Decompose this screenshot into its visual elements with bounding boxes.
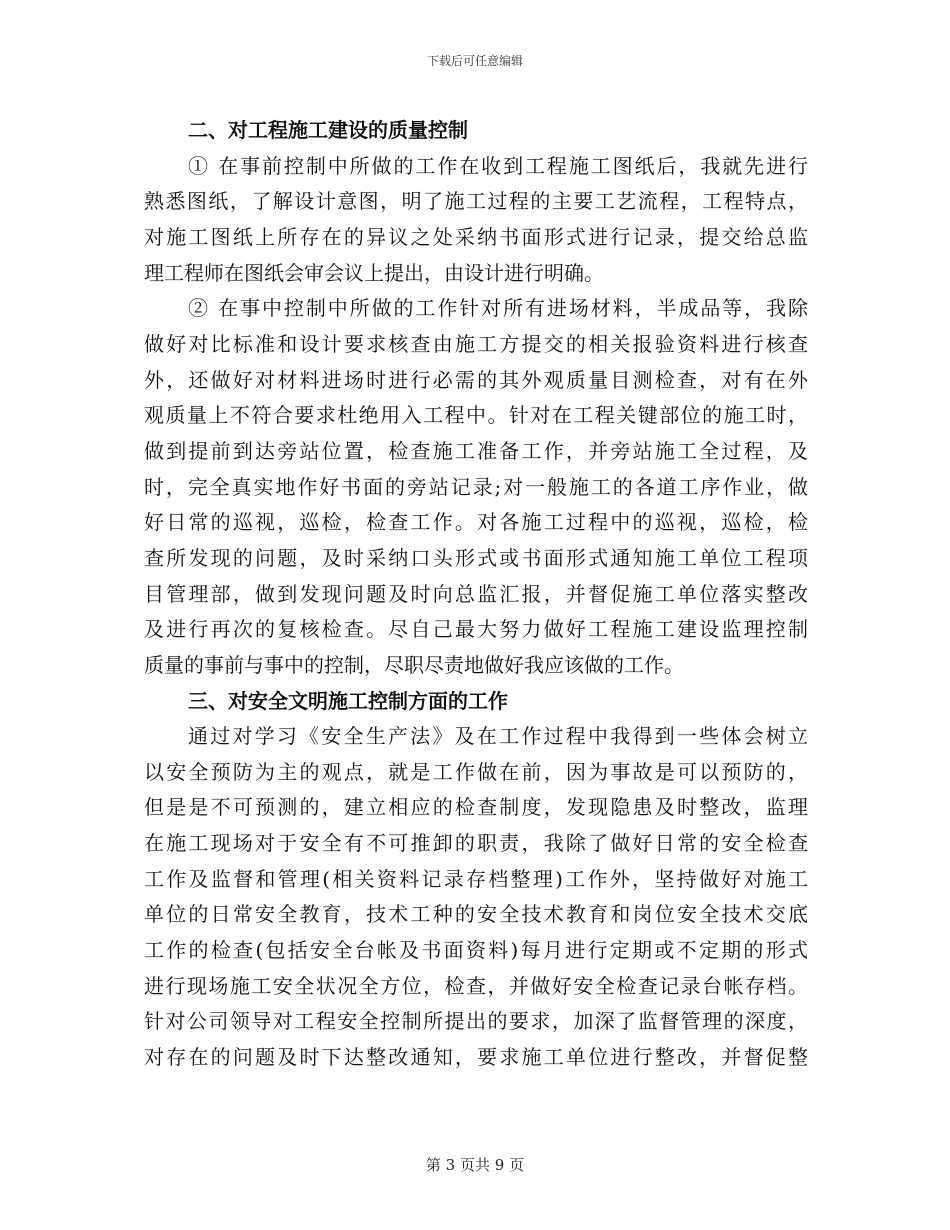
paragraph-line: 做好对比标准和设计要求核查由施工方提交的相关报验资料进行核查 [144,331,808,356]
page-footer: 第 3 页共 9 页 [425,1156,525,1174]
paragraph-line: 理工程师在图纸会审会议上提出，由设计进行明确。 [144,260,604,285]
paragraph-line: ① 在事前控制中所做的工作在收到工程施工图纸后，我就先进行 [188,153,808,178]
paragraph-line: 以安全预防为主的观点，就是工作做在前，因为事故是可以预防的， [144,759,808,784]
paragraph-line: 质量的事前与事中的控制，尽职尽责地做好我应该做的工作。 [144,652,684,677]
paragraph-line: 但是是不可预测的，建立相应的检查制度，发现隐患及时整改，监理 [144,795,808,820]
paragraph-line: 外，还做好对材料进场时进行必需的其外观质量目测检查，对有在外 [144,367,808,392]
paragraph-line: 单位的日常安全教育，技术工种的安全技术教育和岗位安全技术交底 [144,902,808,927]
paragraph-line: 对存在的问题及时下达整改通知，要求施工单位进行整改，并督促整 [144,1045,808,1070]
paragraph-line: 工作的检查(包括安全台帐及书面资料)每月进行定期或不定期的形式 [144,938,808,963]
section-heading: 三、对安全文明施工控制方面的工作 [188,688,508,713]
paragraph-line: 在施工现场对于安全有不可推卸的职责，我除了做好日常的安全检查 [144,831,808,856]
document-body [144,113,808,1076]
paragraph-line: 目管理部，做到发现问题及时向总监汇报，并督促施工单位落实整改 [144,581,808,606]
paragraph-line: 进行现场施工安全状况全方位，检查，并做好安全检查记录台帐存档。 [144,973,808,998]
paragraph-line: 工作及监督和管理(相关资料记录存档整理)工作外，坚持做好对施工 [144,866,808,891]
paragraph-line: 通过对学习《安全生产法》及在工作过程中我得到一些体会树立 [188,724,808,749]
paragraph-line: 及进行再次的复核检查。尽自己最大努力做好工程施工建设监理控制 [144,617,808,642]
paragraph-line: 观质量上不符合要求杜绝用入工程中。针对在工程关键部位的施工时， [144,403,808,428]
paragraph-line: 好日常的巡视，巡检，检查工作。对各施工过程中的巡视，巡检，检 [144,510,808,535]
paragraph-line: 时，完全真实地作好书面的旁站记录;对一般施工的各道工序作业，做 [144,474,808,499]
paragraph-line: 做到提前到达旁站位置，检查施工准备工作，并旁站施工全过程，及 [144,438,808,463]
paragraph-line: 针对公司领导对工程安全控制所提出的要求，加深了监督管理的深度， [144,1009,808,1034]
paragraph-line: 对施工图纸上所存在的异议之处采纳书面形式进行记录，提交给总监 [144,224,808,249]
page-header: 下载后可任意编辑 [426,54,523,68]
section-heading: 二、对工程施工建设的质量控制 [188,118,468,142]
paragraph-line: 熟悉图纸，了解设计意图，明了施工过程的主要工艺流程，工程特点， [144,189,808,214]
paragraph-line: ② 在事中控制中所做的工作针对所有进场材料，半成品等，我除 [188,296,808,321]
paragraph-line: 查所发现的问题，及时采纳口头形式或书面形式通知施工单位工程项 [144,545,808,570]
